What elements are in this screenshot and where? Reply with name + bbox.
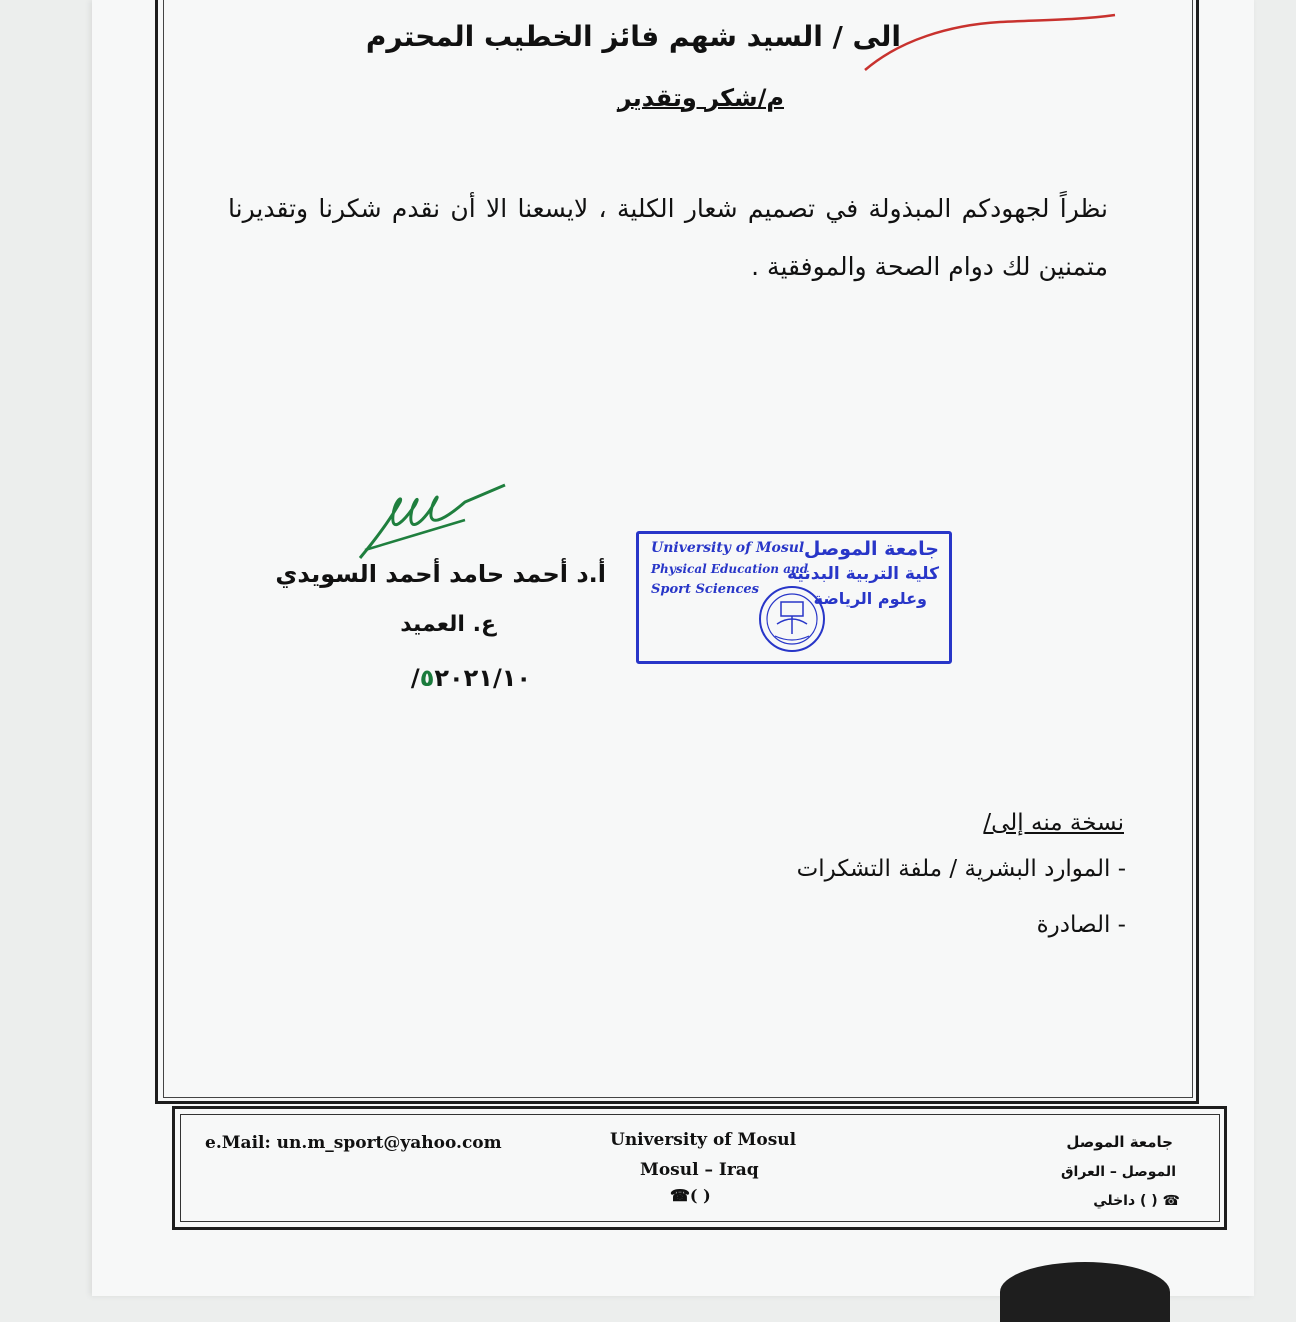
subject-line: م/شكر وتقدير bbox=[617, 84, 784, 112]
footer-phone-en: ☎( ) bbox=[670, 1186, 711, 1205]
footer-phone-ar: ☎ ( ) داخلي bbox=[1093, 1193, 1180, 1209]
footer-city-en: Mosul – Iraq bbox=[640, 1160, 759, 1180]
letter-body: نظراً لجهودكم المبذولة في تصميم شعار الكلية ، لايسعنا الا أن نقدم شكرنا وتقديرنا متمنين لك دوام الصحة والموفقية . bbox=[228, 194, 1108, 281]
college-seal-icon bbox=[757, 584, 827, 654]
footer-city-ar: الموصل – العراق bbox=[1061, 1164, 1176, 1180]
stamp-en-line3: Sport Sciences bbox=[651, 582, 759, 597]
letter-date bbox=[411, 664, 531, 692]
signatory-name: أ.د أحمد حامد أحمد السويدي bbox=[275, 560, 606, 588]
footer-university-en: University of Mosul bbox=[610, 1130, 797, 1150]
copies-heading: نسخة منه إلى/ bbox=[983, 810, 1124, 836]
recipient-line: الى / السيد شهم فائز الخطيب المحترم bbox=[365, 20, 901, 53]
green-signature bbox=[355, 480, 515, 565]
university-stamp bbox=[636, 531, 952, 664]
footer-university-ar: جامعة الموصل bbox=[1066, 1133, 1173, 1151]
stamp-ar-line3: وعلوم الرياضة bbox=[813, 589, 927, 608]
stamp-en-line2: Physical Education and bbox=[651, 562, 809, 576]
footer-email: e.Mail: un.m_sport@yahoo.com bbox=[205, 1133, 502, 1153]
stamp-ar-line1: جامعة الموصل bbox=[803, 538, 939, 560]
date-day: ٥ bbox=[419, 664, 435, 692]
dark-object-corner bbox=[1000, 1262, 1170, 1322]
signatory-title: ع. العميد bbox=[400, 612, 496, 637]
copy-item-hr: - الموارد البشرية / ملفة التشكرات bbox=[796, 856, 1126, 882]
date-month-year: ٢٠٢١/١٠/ bbox=[410, 664, 531, 692]
stamp-en-line1: University of Mosul bbox=[651, 540, 805, 556]
stamp-ar-line2: كلية التربية البدنية bbox=[787, 564, 939, 584]
copy-item-outgoing: - الصادرة bbox=[1036, 912, 1126, 938]
